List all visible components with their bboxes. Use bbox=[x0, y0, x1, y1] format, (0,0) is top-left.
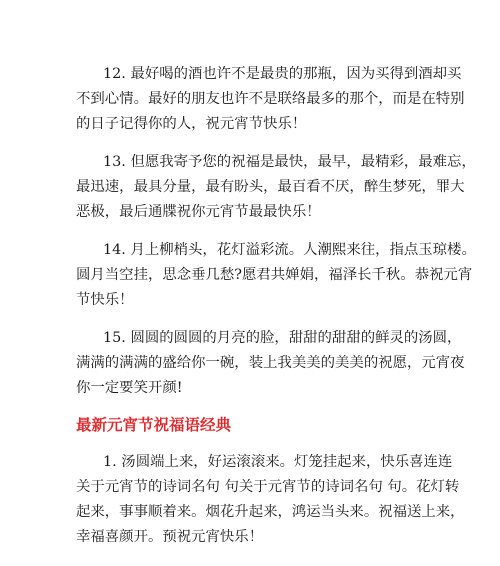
section-heading: 最新元宵节祝福语经典 bbox=[76, 415, 232, 434]
paragraph-12 bbox=[76, 62, 465, 137]
paragraph-13 bbox=[76, 150, 476, 225]
paragraph-line: 13. 但愿我寄予您的祝福是最快，最早，最精彩，最难忘， bbox=[103, 154, 476, 170]
paragraph-line: 的日子记得你的人，祝元宵节快乐！ bbox=[76, 116, 307, 132]
paragraph-line: 最迅速，最具分量，最有盼头，最百看不厌，醉生梦死，罪大 bbox=[76, 179, 465, 195]
paragraph-line: 14. 月上柳梢头，花灯溢彩流。人潮熙来往，指点玉琼楼。 bbox=[103, 242, 476, 258]
paragraph-line: 幸福喜颜开。预祝元宵快乐！ bbox=[76, 529, 264, 545]
paragraph-line: 不到心情。最好的朋友也许不是联络最多的那个，而是在特别 bbox=[76, 91, 465, 107]
paragraph-line: 起来，事事顺着来。烟花升起来，鸿运当头来。祝福送上来， bbox=[76, 504, 465, 520]
paragraph-line: 关于元宵节的诗词名句 句关于元宵节的诗词名句 句。花灯转 bbox=[76, 479, 460, 495]
paragraph-line: 圆月当空挂，思念垂几愁?愿君共婵娟，福泽长千秋。恭祝元宵 bbox=[76, 267, 473, 283]
paragraph-line: 恶极，最后通牒祝你元宵节最最快乐！ bbox=[76, 204, 321, 220]
paragraph-line: 满满的满满的盛给你一碗，装上我美美的美美的祝愿，元宵夜 bbox=[76, 355, 465, 371]
section-paragraph-1 bbox=[76, 450, 465, 550]
paragraph-line: 节快乐！ bbox=[76, 292, 134, 308]
paragraph-line: 你一定要笑开颜! bbox=[76, 380, 183, 396]
paragraph-line: 12. 最好喝的酒也许不是最贵的那瓶，因为买得到酒却买 bbox=[103, 66, 462, 82]
paragraph-line: 15. 圆圆的圆圆的月亮的脸，甜甜的甜甜的鲜灵的汤圆， bbox=[103, 330, 462, 346]
paragraph-line: 1. 汤圆端上来，好运滚滚来。灯笼挂起来，快乐喜连连 bbox=[103, 454, 453, 470]
paragraph-15 bbox=[76, 326, 465, 401]
paragraph-14 bbox=[76, 238, 476, 313]
